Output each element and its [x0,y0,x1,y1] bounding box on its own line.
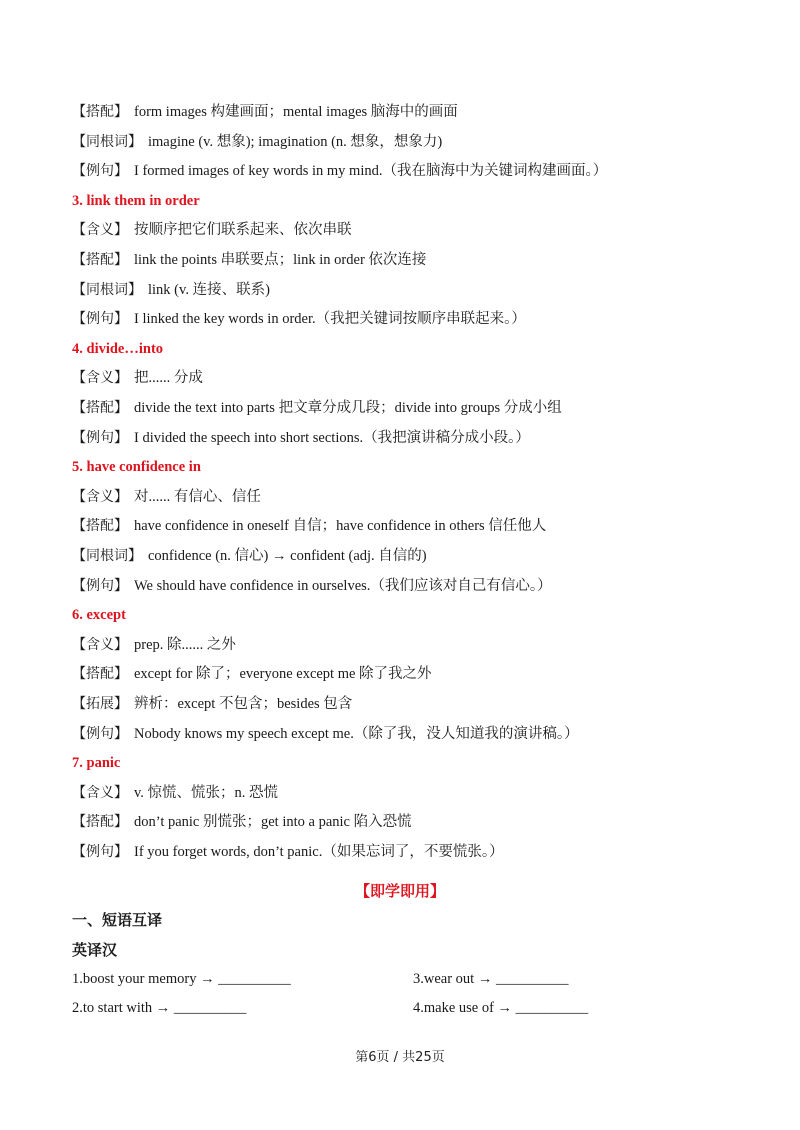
entry-line [72,694,352,714]
entry-text: don’t panic 别慌张；get into a panic 陷入恐慌 [134,814,412,830]
entry-line [72,516,546,536]
entry-tag: 【搭配】 [72,252,128,268]
entry-line [72,576,552,596]
entry-line [72,398,562,418]
entry-tag: 【例句】 [72,163,128,179]
entry-line [72,428,530,448]
entry-line [72,842,504,862]
entry-text: imagine (v. 想象); imagination (n. 想象，想象力) [148,134,443,150]
entry-line [72,724,579,744]
entry-tag: 【搭配】 [72,814,128,830]
entry-heading: 6. except [72,607,126,623]
entry-text: Nobody knows my speech except me.（除了我，没人知道我的演讲稿。） [134,726,579,742]
entry-line [72,664,432,684]
entry-tag: 【含义】 [72,785,128,801]
entry-line [72,280,270,300]
entry-tag: 【搭配】 [72,400,128,416]
entry-text: I formed images of key words in my mind.（我在脑海中为关键词构建画面。） [134,163,608,179]
entry-tag: 【拓展】 [72,696,128,712]
entry-text: 按顺序把它们联系起来、依次串联 [134,222,352,238]
page-footer: 第6页 / 共25页 [355,1050,445,1065]
entry-tag: 【例句】 [72,726,128,742]
entry-tag: 【搭配】 [72,518,128,534]
entry-tag: 【含义】 [72,489,128,505]
entry-tag: 【搭配】 [72,666,128,682]
entry-line [72,250,426,270]
entry-line [72,220,352,240]
entry-line [72,812,412,832]
entry-text: I linked the key words in order.（我把关键词按顺序串联起来。） [134,311,526,327]
entry-line [72,783,278,803]
entry-heading: 3. link them in order [72,193,200,209]
entry-text: link (v. 连接、联系) [148,282,270,298]
entry-tag: 【含义】 [72,370,128,386]
entry-tag: 【同根词】 [72,134,142,150]
entry-text: We should have confidence in ourselves.（我们应该对自己有信心。） [134,578,552,594]
entry-text: 辨析：except 不包含；besides 包含 [134,696,353,712]
entry-text: form images 构建画面；mental images 脑海中的画面 [134,104,458,120]
entry-heading: 7. panic [72,755,121,771]
entry-line [72,546,427,566]
section-title-phrase-translation: 一、短语互译 [72,911,163,929]
entry-text: If you forget words, don’t panic.（如果忘词了，不要慌张。） [134,844,504,860]
entry-tag: 【同根词】 [72,282,142,298]
entry-line [72,309,526,329]
entry-line [72,161,607,181]
entry-tag: 【含义】 [72,222,128,238]
entry-line [72,102,458,122]
entry-tag: 【例句】 [72,578,128,594]
entry-tag: 【例句】 [72,430,128,446]
entry-text: 把...... 分成 [134,370,203,386]
entry-tag: 【例句】 [72,844,128,860]
entry-text: have confidence in oneself 自信；have confidence in others 信任他人 [134,518,547,534]
entry-tag: 【搭配】 [72,104,128,120]
section-title-english-to-chinese: 英译汉 [72,941,118,959]
entry-text: prep. 除...... 之外 [134,637,236,653]
entry-tag: 【含义】 [72,637,128,653]
exercise-item-2: 2.to start with → __________ [72,1000,247,1016]
entry-line [72,635,236,655]
exercise-item-1: 1.boost your memory → __________ [72,971,291,987]
entry-text: I divided the speech into short sections.（我把演讲稿分成小段。） [134,430,530,446]
entry-heading: 5. have confidence in [72,459,201,475]
practice-title: 【即学即用】 [354,882,445,900]
entry-text: v. 惊慌、慌张；n. 恐慌 [134,785,279,801]
entry-text: confidence (n. 信心) → confident (adj. 自信的) [148,548,427,564]
entry-line [72,132,442,152]
entry-text: link the points 串联要点；link in order 依次连接 [134,252,427,268]
exercise-item-3: 3.wear out → __________ [413,971,569,987]
entry-tag: 【同根词】 [72,548,142,564]
exercise-item-4: 4.make use of → __________ [413,1000,589,1016]
entry-heading: 4. divide…into [72,341,164,357]
entry-line [72,487,261,507]
entry-text: 对...... 有信心、信任 [134,489,261,505]
entry-tag: 【例句】 [72,311,128,327]
entry-text: except for 除了；everyone except me 除了我之外 [134,666,432,682]
entry-text: divide the text into parts 把文章分成几段；divide into groups 分成小组 [134,400,562,416]
entry-line [72,368,203,388]
